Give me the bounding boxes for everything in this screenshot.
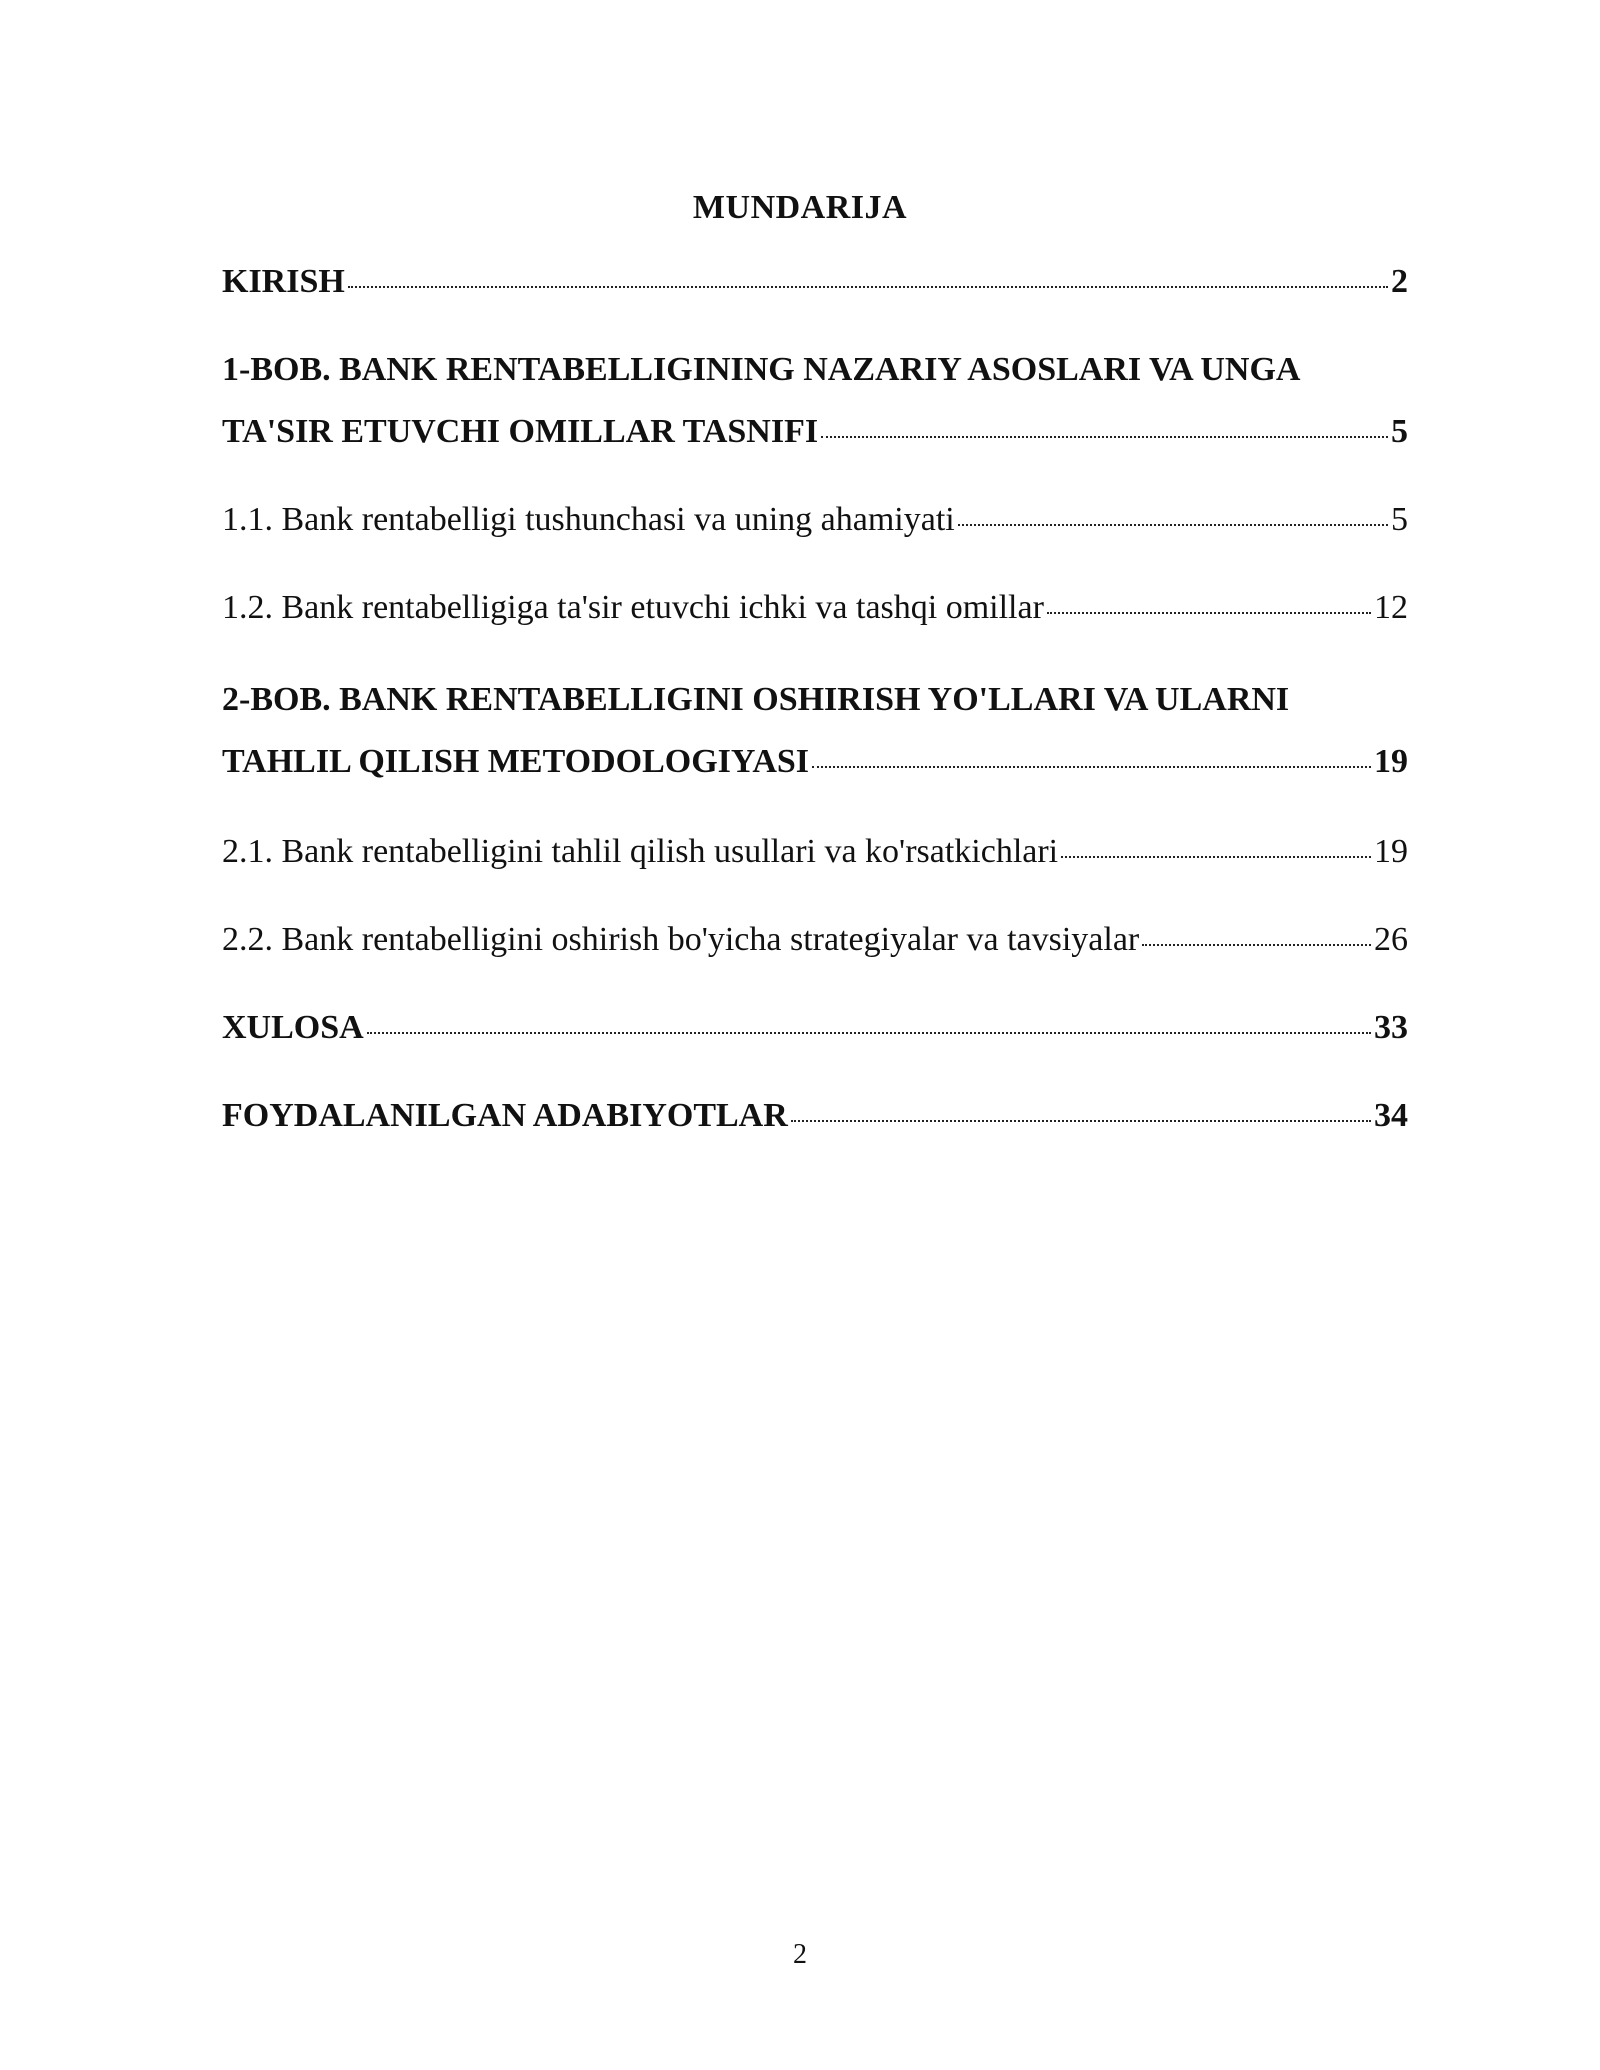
toc-entry-chapter-1[interactable] xyxy=(222,350,1408,452)
toc-entry-section-1-2[interactable] xyxy=(222,588,1408,628)
toc-entry-label: 1.2. Bank rentabelligiga ta'sir etuvchi ichki va tashqi omillar xyxy=(222,589,1044,626)
dot-leader xyxy=(1047,612,1371,614)
dot-leader xyxy=(821,436,1388,438)
toc-entry-xulosa[interactable] xyxy=(222,1008,1408,1048)
toc-entry-label-line-2: TAHLIL QILISH METODOLOGIYASI xyxy=(222,743,810,780)
toc-entry-label-line-1: 2-BOB. BANK RENTABELLIGINI OSHIRISH YO'LLARI VA ULARNI xyxy=(222,681,1290,718)
dot-leader xyxy=(367,1032,1371,1034)
toc-entry-section-2-2[interactable] xyxy=(222,920,1408,960)
toc-entry-line xyxy=(222,1096,1408,1136)
toc-entry-bibliography[interactable] xyxy=(222,1096,1408,1136)
dot-leader xyxy=(348,286,1388,288)
toc-entry-page: 19 xyxy=(1374,833,1408,870)
toc-entry-page: 33 xyxy=(1374,1009,1408,1046)
toc-entry-page: 5 xyxy=(1391,413,1408,450)
dot-leader xyxy=(812,766,1371,768)
toc-entry-label-line-2: TA'SIR ETUVCHI OMILLAR TASNIFI xyxy=(222,413,819,450)
dot-leader xyxy=(1061,856,1371,858)
toc-entry-page: 12 xyxy=(1374,589,1408,626)
toc-entry-kirish[interactable] xyxy=(222,262,1408,302)
toc-entry-section-2-1[interactable] xyxy=(222,832,1408,872)
toc-entry-label: XULOSA xyxy=(222,1009,364,1046)
dot-leader xyxy=(958,524,1388,526)
toc-entry-page: 2 xyxy=(1391,263,1408,300)
toc-entry-line xyxy=(222,920,1408,960)
toc-entry-label: KIRISH xyxy=(222,263,345,300)
toc-entry-page: 19 xyxy=(1374,743,1408,780)
toc-entry-label: FOYDALANILGAN ADABIYOTLAR xyxy=(222,1097,788,1134)
toc-entry-chapter-2[interactable] xyxy=(222,680,1408,782)
toc-entry-line xyxy=(222,588,1408,628)
toc-title: MUNDARIJA xyxy=(692,189,908,226)
toc-entry-line xyxy=(222,1008,1408,1048)
toc-entry-line xyxy=(222,412,1408,452)
toc-entry-line xyxy=(222,262,1408,302)
toc-entry-page: 34 xyxy=(1374,1097,1408,1134)
toc-entry-line xyxy=(222,742,1408,782)
dot-leader xyxy=(1142,944,1371,946)
toc-entry-line xyxy=(222,832,1408,872)
toc-entry-label: 1.1. Bank rentabelligi tushunchasi va uning ahamiyati xyxy=(222,501,955,538)
toc-entry-line xyxy=(222,500,1408,540)
toc-entry-page: 26 xyxy=(1374,921,1408,958)
toc-entry-page: 5 xyxy=(1391,501,1408,538)
dot-leader xyxy=(791,1120,1371,1122)
toc-entry-section-1-1[interactable] xyxy=(222,500,1408,540)
toc-entry-label: 2.2. Bank rentabelligini oshirish bo'yicha strategiyalar va tavsiyalar xyxy=(222,921,1140,958)
toc-entry-label: 2.1. Bank rentabelligini tahlil qilish usullari va ko'rsatkichlari xyxy=(222,833,1059,870)
toc-entry-label-line-1: 1-BOB. BANK RENTABELLIGINING NAZARIY ASOSLARI VA UNGA xyxy=(222,351,1301,388)
page-number: 2 xyxy=(793,1939,807,1970)
